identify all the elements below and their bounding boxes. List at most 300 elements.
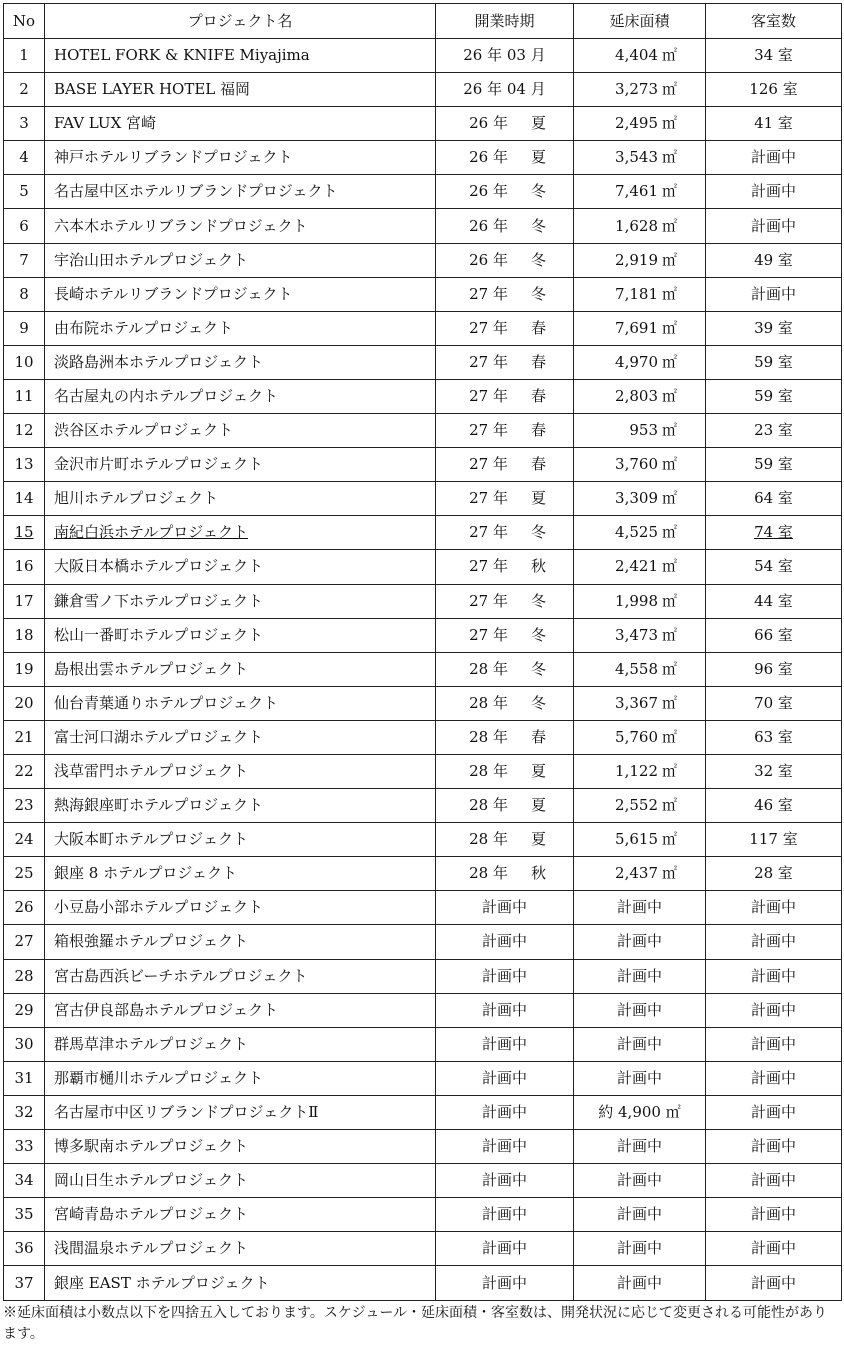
floor-area-group	[574, 728, 696, 746]
floor-area-unit: ㎡	[662, 796, 678, 815]
room-count: 計画中	[750, 1137, 796, 1156]
cell-room-count	[706, 448, 842, 482]
floor-area-value: 4,970	[615, 352, 658, 371]
row-number: 30	[14, 1034, 34, 1053]
cell-no	[4, 448, 45, 482]
row-number: 4	[19, 148, 29, 167]
cell-no	[4, 516, 45, 550]
table-row	[4, 891, 842, 925]
opening-year: 27 年	[469, 489, 508, 508]
floor-area-text: 計画中	[616, 1205, 662, 1224]
project-name: 鎌倉雪ノ下ホテルプロジェクト	[54, 591, 263, 610]
opening-season: 冬	[530, 250, 546, 269]
floor-area-group	[574, 114, 696, 132]
cell-opening-date	[436, 959, 574, 993]
room-count: 70 室	[754, 693, 793, 712]
table-header-row	[4, 4, 842, 39]
opening-year: 28 年	[469, 762, 508, 781]
cell-floor-area	[574, 379, 706, 413]
opening-year: 28 年	[469, 864, 508, 883]
cell-floor-area	[574, 891, 706, 925]
cell-floor-area	[574, 550, 706, 584]
table-row	[4, 1164, 842, 1198]
cell-project-name	[45, 379, 436, 413]
floor-area-group	[574, 148, 696, 166]
opening-date-group	[436, 660, 546, 678]
cell-no	[4, 959, 45, 993]
cell-project-name	[45, 414, 436, 448]
cell-no	[4, 1266, 45, 1301]
cell-room-count	[706, 823, 842, 857]
cell-room-count	[706, 584, 842, 618]
cell-floor-area	[574, 277, 706, 311]
floor-area-unit: ㎡	[662, 421, 678, 440]
underline-wrap	[436, 523, 546, 541]
cell-project-name	[45, 1266, 436, 1301]
opening-date: 計画中	[481, 1273, 527, 1292]
cell-floor-area	[574, 1232, 706, 1266]
cell-opening-date	[436, 1061, 574, 1095]
floor-area-unit: ㎡	[662, 114, 678, 133]
table-row	[4, 243, 842, 277]
cell-no	[4, 1027, 45, 1061]
floor-area-unit: ㎡	[662, 455, 678, 474]
table-row	[4, 993, 842, 1027]
opening-season: 春	[530, 386, 546, 405]
floor-area-group	[574, 660, 696, 678]
cell-opening-date	[436, 993, 574, 1027]
floor-area-unit: ㎡	[662, 216, 678, 235]
room-count: 32 室	[754, 762, 793, 781]
floor-area-group	[574, 694, 696, 712]
project-name: 仙台青葉通りホテルプロジェクト	[54, 693, 278, 712]
cell-no	[4, 311, 45, 345]
cell-room-count	[706, 516, 842, 550]
cell-opening-date	[436, 73, 574, 107]
cell-no	[4, 550, 45, 584]
cell-room-count	[706, 243, 842, 277]
floor-area-value: 3,273	[615, 80, 658, 99]
table-row	[4, 584, 842, 618]
row-number: 31	[14, 1068, 34, 1087]
table-row	[4, 789, 842, 823]
opening-date-group	[436, 285, 546, 303]
table-row	[4, 1198, 842, 1232]
room-count: 49 室	[754, 250, 793, 269]
opening-year: 28 年	[469, 693, 508, 712]
cell-no	[4, 1164, 45, 1198]
cell-floor-area	[574, 686, 706, 720]
floor-area-group	[574, 762, 696, 780]
floor-area-value: 5,760	[615, 727, 658, 746]
project-name: 宮古島西浜ビーチホテルプロジェクト	[54, 966, 308, 985]
cell-project-name	[45, 618, 436, 652]
floor-area-value: 1,122	[615, 762, 658, 781]
cell-project-name	[45, 107, 436, 141]
cell-floor-area	[574, 73, 706, 107]
floor-area-unit: ㎡	[662, 727, 678, 746]
cell-opening-date	[436, 107, 574, 141]
floor-area-unit: ㎡	[662, 318, 678, 337]
cell-room-count	[706, 277, 842, 311]
table-row	[4, 73, 842, 107]
opening-date-group	[436, 114, 546, 132]
cell-project-name	[45, 925, 436, 959]
opening-date: 計画中	[481, 1239, 527, 1258]
opening-year: 26 年	[469, 148, 508, 167]
cell-project-name	[45, 891, 436, 925]
cell-room-count	[706, 175, 842, 209]
opening-year: 26 年	[469, 114, 508, 133]
cell-room-count	[706, 720, 842, 754]
cell-room-count	[706, 857, 842, 891]
floor-area-group	[574, 626, 696, 644]
cell-no	[4, 789, 45, 823]
floor-area-text: 計画中	[616, 1068, 662, 1087]
cell-opening-date	[436, 754, 574, 788]
opening-date-group	[436, 830, 546, 848]
cell-opening-date	[436, 1232, 574, 1266]
row-number: 22	[14, 762, 34, 781]
cell-room-count	[706, 39, 842, 73]
cell-project-name	[45, 686, 436, 720]
cell-room-count	[706, 345, 842, 379]
room-count: 計画中	[750, 148, 796, 167]
table-row	[4, 754, 842, 788]
cell-opening-date	[436, 925, 574, 959]
row-number: 7	[19, 250, 29, 269]
cell-floor-area	[574, 720, 706, 754]
floor-area-value: 5,615	[615, 830, 658, 849]
table-row	[4, 277, 842, 311]
floor-area-group	[574, 217, 696, 235]
table-row	[4, 959, 842, 993]
opening-season: 春	[530, 727, 546, 746]
room-count: 計画中	[750, 1171, 796, 1190]
opening-season: 夏	[530, 830, 546, 849]
floor-area-group	[574, 830, 696, 848]
opening-year: 27 年	[469, 318, 508, 337]
project-name: FAV LUX 宮崎	[54, 114, 157, 133]
cell-opening-date	[436, 584, 574, 618]
opening-year: 27 年	[469, 591, 508, 610]
cell-opening-date	[436, 414, 574, 448]
opening-year: 26 年	[469, 182, 508, 201]
cell-floor-area	[574, 414, 706, 448]
project-name: 金沢市片町ホテルプロジェクト	[54, 455, 263, 474]
cell-opening-date	[436, 379, 574, 413]
opening-date-group	[436, 217, 546, 235]
cell-project-name	[45, 73, 436, 107]
floor-area-value: 2,495	[615, 114, 658, 133]
project-name: 小豆島小部ホテルプロジェクト	[54, 898, 263, 917]
cell-opening-date	[436, 891, 574, 925]
table-row	[4, 39, 842, 73]
opening-year: 28 年	[469, 830, 508, 849]
row-number: 18	[14, 625, 34, 644]
cell-floor-area	[574, 1266, 706, 1301]
cell-opening-date	[436, 243, 574, 277]
table-body	[4, 39, 842, 1301]
opening-season: 夏	[530, 114, 546, 133]
floor-area-unit: ㎡	[662, 386, 678, 405]
header-project-name: プロジェクト名	[45, 4, 436, 39]
opening-season: 春	[530, 352, 546, 371]
room-count: 計画中	[750, 898, 796, 917]
opening-date: 26 年 04 月	[463, 80, 546, 99]
cell-project-name	[45, 1027, 436, 1061]
row-number: 15	[14, 523, 34, 542]
row-number: 3	[19, 114, 29, 133]
opening-year: 28 年	[469, 727, 508, 746]
cell-project-name	[45, 720, 436, 754]
opening-season: 夏	[530, 796, 546, 815]
row-number: 29	[14, 1000, 34, 1019]
cell-room-count	[706, 686, 842, 720]
cell-project-name	[45, 345, 436, 379]
cell-project-name	[45, 754, 436, 788]
opening-date-group	[436, 557, 546, 575]
floor-area-unit: ㎡	[662, 591, 678, 610]
floor-area-unit: ㎡	[662, 557, 678, 576]
room-count: 23 室	[754, 421, 793, 440]
cell-no	[4, 209, 45, 243]
project-name: 銀座 8 ホテルプロジェクト	[54, 864, 238, 883]
cell-opening-date	[436, 277, 574, 311]
floor-area-group	[574, 557, 696, 575]
floor-area-text: 計画中	[616, 1137, 662, 1156]
opening-season: 冬	[530, 284, 546, 303]
cell-room-count	[706, 1164, 842, 1198]
project-table	[3, 3, 842, 1301]
floor-area-group	[574, 46, 696, 64]
floor-area-unit: ㎡	[662, 284, 678, 303]
opening-year: 27 年	[469, 386, 508, 405]
row-number: 9	[19, 318, 29, 337]
row-number: 11	[14, 386, 34, 405]
cell-no	[4, 823, 45, 857]
underline-wrap	[14, 523, 33, 541]
cell-floor-area	[574, 1130, 706, 1164]
cell-project-name	[45, 1198, 436, 1232]
row-number: 21	[14, 727, 34, 746]
room-count: 44 室	[754, 591, 793, 610]
cell-no	[4, 857, 45, 891]
cell-project-name	[45, 1232, 436, 1266]
row-number: 23	[14, 796, 34, 815]
project-name: 群馬草津ホテルプロジェクト	[54, 1034, 248, 1053]
opening-year: 27 年	[469, 625, 508, 644]
row-number: 10	[14, 352, 34, 371]
cell-opening-date	[436, 720, 574, 754]
project-name: 島根出雲ホテルプロジェクト	[54, 659, 248, 678]
floor-area-group	[574, 387, 696, 405]
cell-opening-date	[436, 1027, 574, 1061]
floor-area-value: 4,558	[615, 659, 658, 678]
room-count: 計画中	[750, 1273, 796, 1292]
room-count: 126 室	[749, 80, 798, 99]
cell-room-count	[706, 925, 842, 959]
floor-area-value: 2,437	[615, 864, 658, 883]
cell-opening-date	[436, 1130, 574, 1164]
table-row	[4, 1095, 842, 1129]
cell-no	[4, 141, 45, 175]
opening-year: 27 年	[469, 557, 508, 576]
room-count: 41 室	[754, 114, 793, 133]
opening-date-group	[436, 762, 546, 780]
table-row	[4, 379, 842, 413]
floor-area-value: 2,803	[615, 386, 658, 405]
table-row	[4, 345, 842, 379]
project-name: 那覇市樋川ホテルプロジェクト	[54, 1068, 263, 1087]
cell-no	[4, 414, 45, 448]
footnote: ※延床面積は小数点以下を四捨五入しております。スケジュール・延床面積・客室数は、開発状況に応じて変更される可能性があります。	[3, 1305, 828, 1342]
header-floor-area: 延床面積	[574, 4, 706, 39]
project-name: 浅草雷門ホテルプロジェクト	[54, 762, 248, 781]
floor-area-group	[574, 421, 696, 439]
floor-area-unit: ㎡	[662, 182, 678, 201]
opening-date-group	[436, 694, 546, 712]
room-count: 計画中	[750, 1239, 796, 1258]
cell-opening-date	[436, 482, 574, 516]
project-name: 名古屋市中区リブランドプロジェクトⅡ	[54, 1102, 319, 1121]
cell-no	[4, 1198, 45, 1232]
cell-no	[4, 345, 45, 379]
room-count: 計画中	[750, 182, 796, 201]
opening-season: 春	[530, 421, 546, 440]
table-row	[4, 448, 842, 482]
cell-room-count	[706, 107, 842, 141]
row-number: 17	[14, 591, 34, 610]
opening-date-group	[436, 182, 546, 200]
cell-room-count	[706, 1232, 842, 1266]
room-count: 計画中	[750, 216, 796, 235]
opening-date-group	[436, 626, 546, 644]
cell-room-count	[706, 891, 842, 925]
floor-area-group	[574, 455, 696, 473]
opening-season: 夏	[530, 762, 546, 781]
opening-date-group	[436, 796, 546, 814]
opening-season: 冬	[530, 659, 546, 678]
cell-room-count	[706, 789, 842, 823]
cell-no	[4, 720, 45, 754]
table-row	[4, 482, 842, 516]
opening-date-group	[436, 353, 546, 371]
cell-no	[4, 73, 45, 107]
row-number: 24	[14, 830, 34, 849]
cell-room-count	[706, 311, 842, 345]
row-number: 35	[14, 1205, 34, 1224]
floor-area-group	[574, 182, 696, 200]
floor-area-unit: ㎡	[662, 625, 678, 644]
room-count: 計画中	[750, 1068, 796, 1087]
floor-area-text: 約 4,900 ㎡	[598, 1102, 681, 1121]
row-number: 34	[14, 1171, 34, 1190]
underline-wrap	[754, 523, 793, 541]
room-count: 59 室	[754, 455, 793, 474]
cell-project-name	[45, 243, 436, 277]
row-number: 6	[19, 216, 29, 235]
row-number: 36	[14, 1239, 34, 1258]
floor-area-unit: ㎡	[662, 250, 678, 269]
header-no: No	[4, 4, 45, 39]
floor-area-text: 計画中	[616, 966, 662, 985]
floor-area-value: 3,309	[615, 489, 658, 508]
floor-area-value: 2,552	[615, 796, 658, 815]
table-row	[4, 652, 842, 686]
cell-opening-date	[436, 39, 574, 73]
cell-floor-area	[574, 1061, 706, 1095]
cell-project-name	[45, 209, 436, 243]
cell-no	[4, 39, 45, 73]
opening-date-group	[436, 864, 546, 882]
opening-season: 春	[530, 455, 546, 474]
cell-floor-area	[574, 1198, 706, 1232]
opening-date: 計画中	[481, 1068, 527, 1087]
floor-area-unit: ㎡	[662, 693, 678, 712]
floor-area-text: 計画中	[616, 1034, 662, 1053]
floor-area-text: 計画中	[616, 1171, 662, 1190]
opening-season: 夏	[530, 489, 546, 508]
floor-area-group	[574, 251, 696, 269]
floor-area-group	[574, 80, 696, 98]
table-row	[4, 1266, 842, 1301]
table-row	[4, 141, 842, 175]
project-name: 由布院ホテルプロジェクト	[54, 318, 233, 337]
cell-project-name	[45, 823, 436, 857]
cell-no	[4, 1232, 45, 1266]
cell-floor-area	[574, 925, 706, 959]
floor-area-group	[574, 489, 696, 507]
project-name: 渋谷区ホテルプロジェクト	[54, 421, 233, 440]
cell-opening-date	[436, 1198, 574, 1232]
room-count: 計画中	[750, 1000, 796, 1019]
cell-project-name	[45, 550, 436, 584]
opening-year: 26 年	[469, 250, 508, 269]
opening-date-group	[436, 251, 546, 269]
cell-opening-date	[436, 448, 574, 482]
table-row	[4, 1232, 842, 1266]
row-number: 26	[14, 898, 34, 917]
cell-opening-date	[436, 618, 574, 652]
opening-date-group	[436, 592, 546, 610]
cell-opening-date	[436, 857, 574, 891]
underline-wrap	[54, 523, 248, 541]
opening-date: 26 年 03 月	[463, 46, 546, 65]
floor-area-value: 3,760	[615, 455, 658, 474]
room-count: 96 室	[754, 659, 793, 678]
cell-floor-area	[574, 823, 706, 857]
floor-area-group	[574, 864, 696, 882]
cell-floor-area	[574, 209, 706, 243]
floor-area-value: 7,691	[615, 318, 658, 337]
cell-project-name	[45, 993, 436, 1027]
cell-opening-date	[436, 652, 574, 686]
cell-room-count	[706, 141, 842, 175]
row-number: 19	[14, 659, 34, 678]
floor-area-group	[574, 592, 696, 610]
floor-area-text: 計画中	[616, 898, 662, 917]
project-name: 名古屋丸の内ホテルプロジェクト	[54, 386, 278, 405]
floor-area-unit: ㎡	[662, 148, 678, 167]
floor-area-unit: ㎡	[662, 352, 678, 371]
cell-no	[4, 482, 45, 516]
table-row	[4, 550, 842, 584]
cell-opening-date	[436, 686, 574, 720]
floor-area-unit: ㎡	[662, 864, 678, 883]
floor-area-value: 2,919	[615, 250, 658, 269]
floor-area-value: 7,461	[615, 182, 658, 201]
